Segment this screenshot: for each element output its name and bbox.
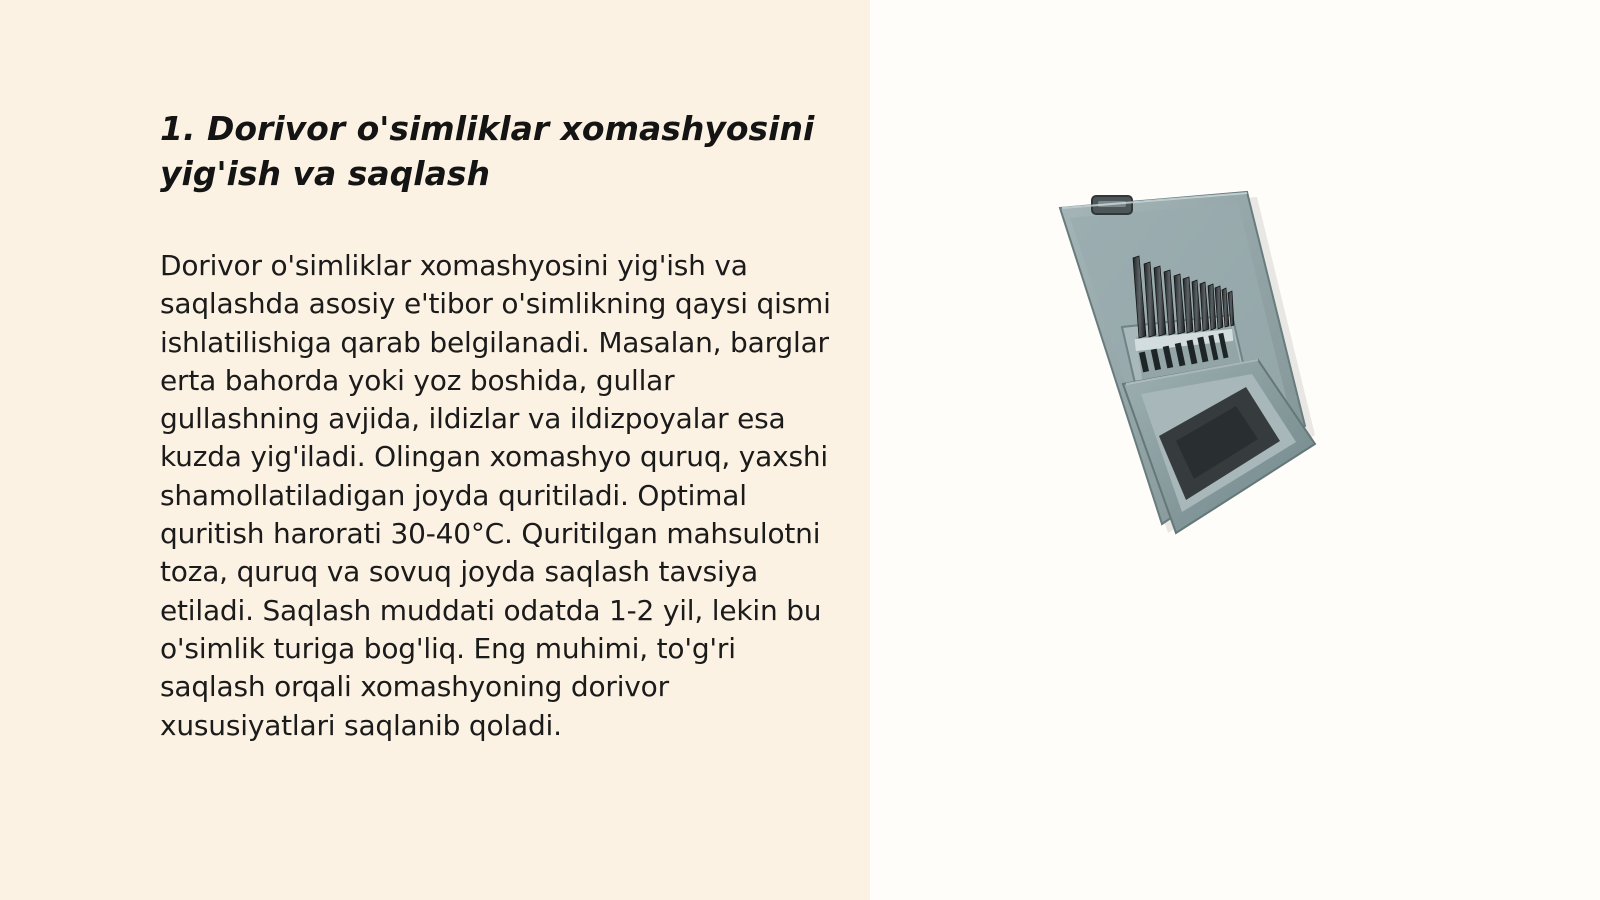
slide-title: 1. Dorivor o'simliklar xomashyosini yig'ish va saqlash bbox=[160, 109, 815, 193]
slide-body-text: Dorivor o'simliklar xomashyosini yig'ish va saqlashda asosiy e'tibor o'simlikning qaysi qismi ishlatilishiga qarab belgilanadi. Masalan, barglar erta bahorda yoki yoz boshida, gullar gullashning avjida, ildizlar va ildizpoyalar esa kuzda yig'iladi. Olingan xomashyo quruq, yaxshi shamollatiladigan joyda quritiladi. Optimal quritish harorati 30-40°C. Quritilgan mahsulotni toza, quruq va sovuq joyda saqlash tavsiya etiladi. Saqlash muddati odatda 1-2 yil, lekin bu o'simlik turiga bog'liq. Eng muhimi, to'g'ri saqlash orqali xomashyoning dorivor xususiyatlari saqlanib qoladi. bbox=[160, 249, 831, 742]
drill-bit-set-image bbox=[1050, 190, 1350, 540]
